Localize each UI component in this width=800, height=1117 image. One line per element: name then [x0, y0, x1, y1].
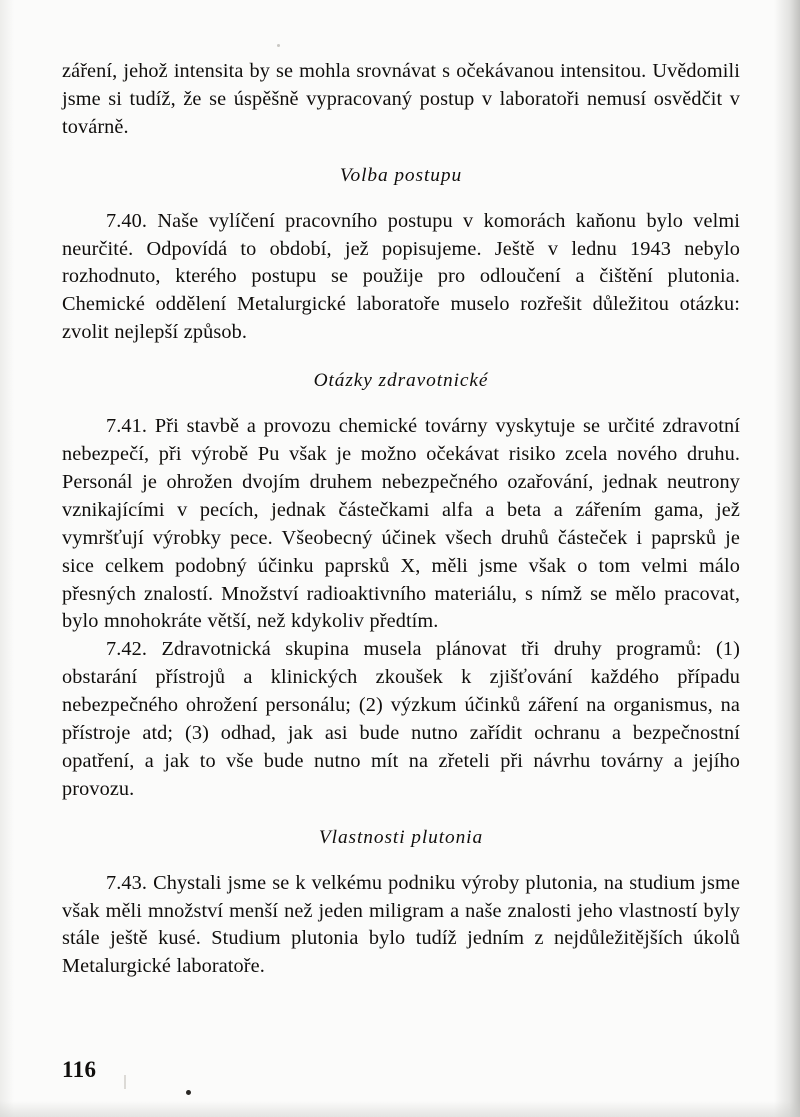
section-heading-label: Vlastnosti plutonia	[318, 826, 484, 848]
section-heading-vlastnosti-plutonia	[62, 804, 740, 870]
section-heading-volba-postupu	[62, 142, 740, 208]
scan-edge-shadow-bottom	[0, 1101, 800, 1117]
section-heading-otazky-zdravotnicke	[62, 347, 740, 413]
scan-speck	[277, 44, 280, 47]
text-block	[62, 58, 740, 981]
scan-edge-shadow-right	[774, 0, 800, 1117]
paragraph-7-40: 7.40. Naše vylíčení pracovního postupu v komorách kaňonu bylo velmi neurčité. Odpovídá to období, jež popisujeme. Ještě v lednu 1943 nebylo rozhodnuto, kterého postupu se použije pro odloučení a čištění plutonia. Chemické oddělení Metalurgické laboratoře muselo rozřešit důležitou otázku: zvolit nejlepší způsob.	[62, 209, 740, 344]
ink-dot-artifact	[186, 1090, 191, 1095]
paragraph-intro: záření, jehož intensita by se mohla srovnávat s očekávanou intensitou. Uvědomili jsme si tudíž, že se úspěšně vypracovaný postup v laboratoři nemusí osvědčit v továrně.	[62, 60, 740, 138]
paragraph-7-42: 7.42. Zdravotnická skupina musela plánovat tři druhy programů: (1) obstarání přístrojů a klinických zkoušek k zjišťování každého případu nebezpečného ohrožení personálu; (2) výzkum účinků záření na organismus, na přístroje atd; (3) odhad, jak asi bude nutno zařídit ochranu a bezpečnostní opatření, a jak to vše bude nutno mít na zřeteli při návrhu továrny a jejího provozu.	[62, 638, 740, 800]
section-heading-label: Otázky zdravotnické	[313, 370, 489, 392]
section-heading-label: Volba postupu	[339, 164, 463, 186]
page-number: 116	[62, 1057, 97, 1082]
scan-speck	[124, 1075, 126, 1089]
paragraph-7-41: 7.41. Při stavbě a provozu chemické továrny vyskytuje se určité zdravotní nebezpečí, při výrobě Pu však je možno očekávat risiko zcela nového druhu. Personál je ohrožen dvojím druhem nebezpečného ozařování, jednak neutrony vznikajícími v pecích, jednak částečkami alfa a beta a zářením gama, jež vymršťují výrobky pece. Všeobecný účinek všech druhů částeček i paprsků je sice celkem podobný účinku paprsků X, měli jsme však o tom velmi málo přesných znalostí. Množství radioaktivního materiálu, s nímž se mělo pracovat, bylo mnohokráte větší, než kdykoliv předtím.	[62, 415, 740, 633]
paragraph-7-43: 7.43. Chystali jsme se k velkému podniku výroby plutonia, na studium jsme však měli množství menší než jeden miligram a naše znalosti jeho vlastností byly stále ještě kusé. Studium plutonia bylo tudíž jedním z nejdůležitějších úkolů Metalurgické laboratoře.	[62, 871, 740, 978]
scan-edge-shadow-left	[0, 0, 14, 1117]
